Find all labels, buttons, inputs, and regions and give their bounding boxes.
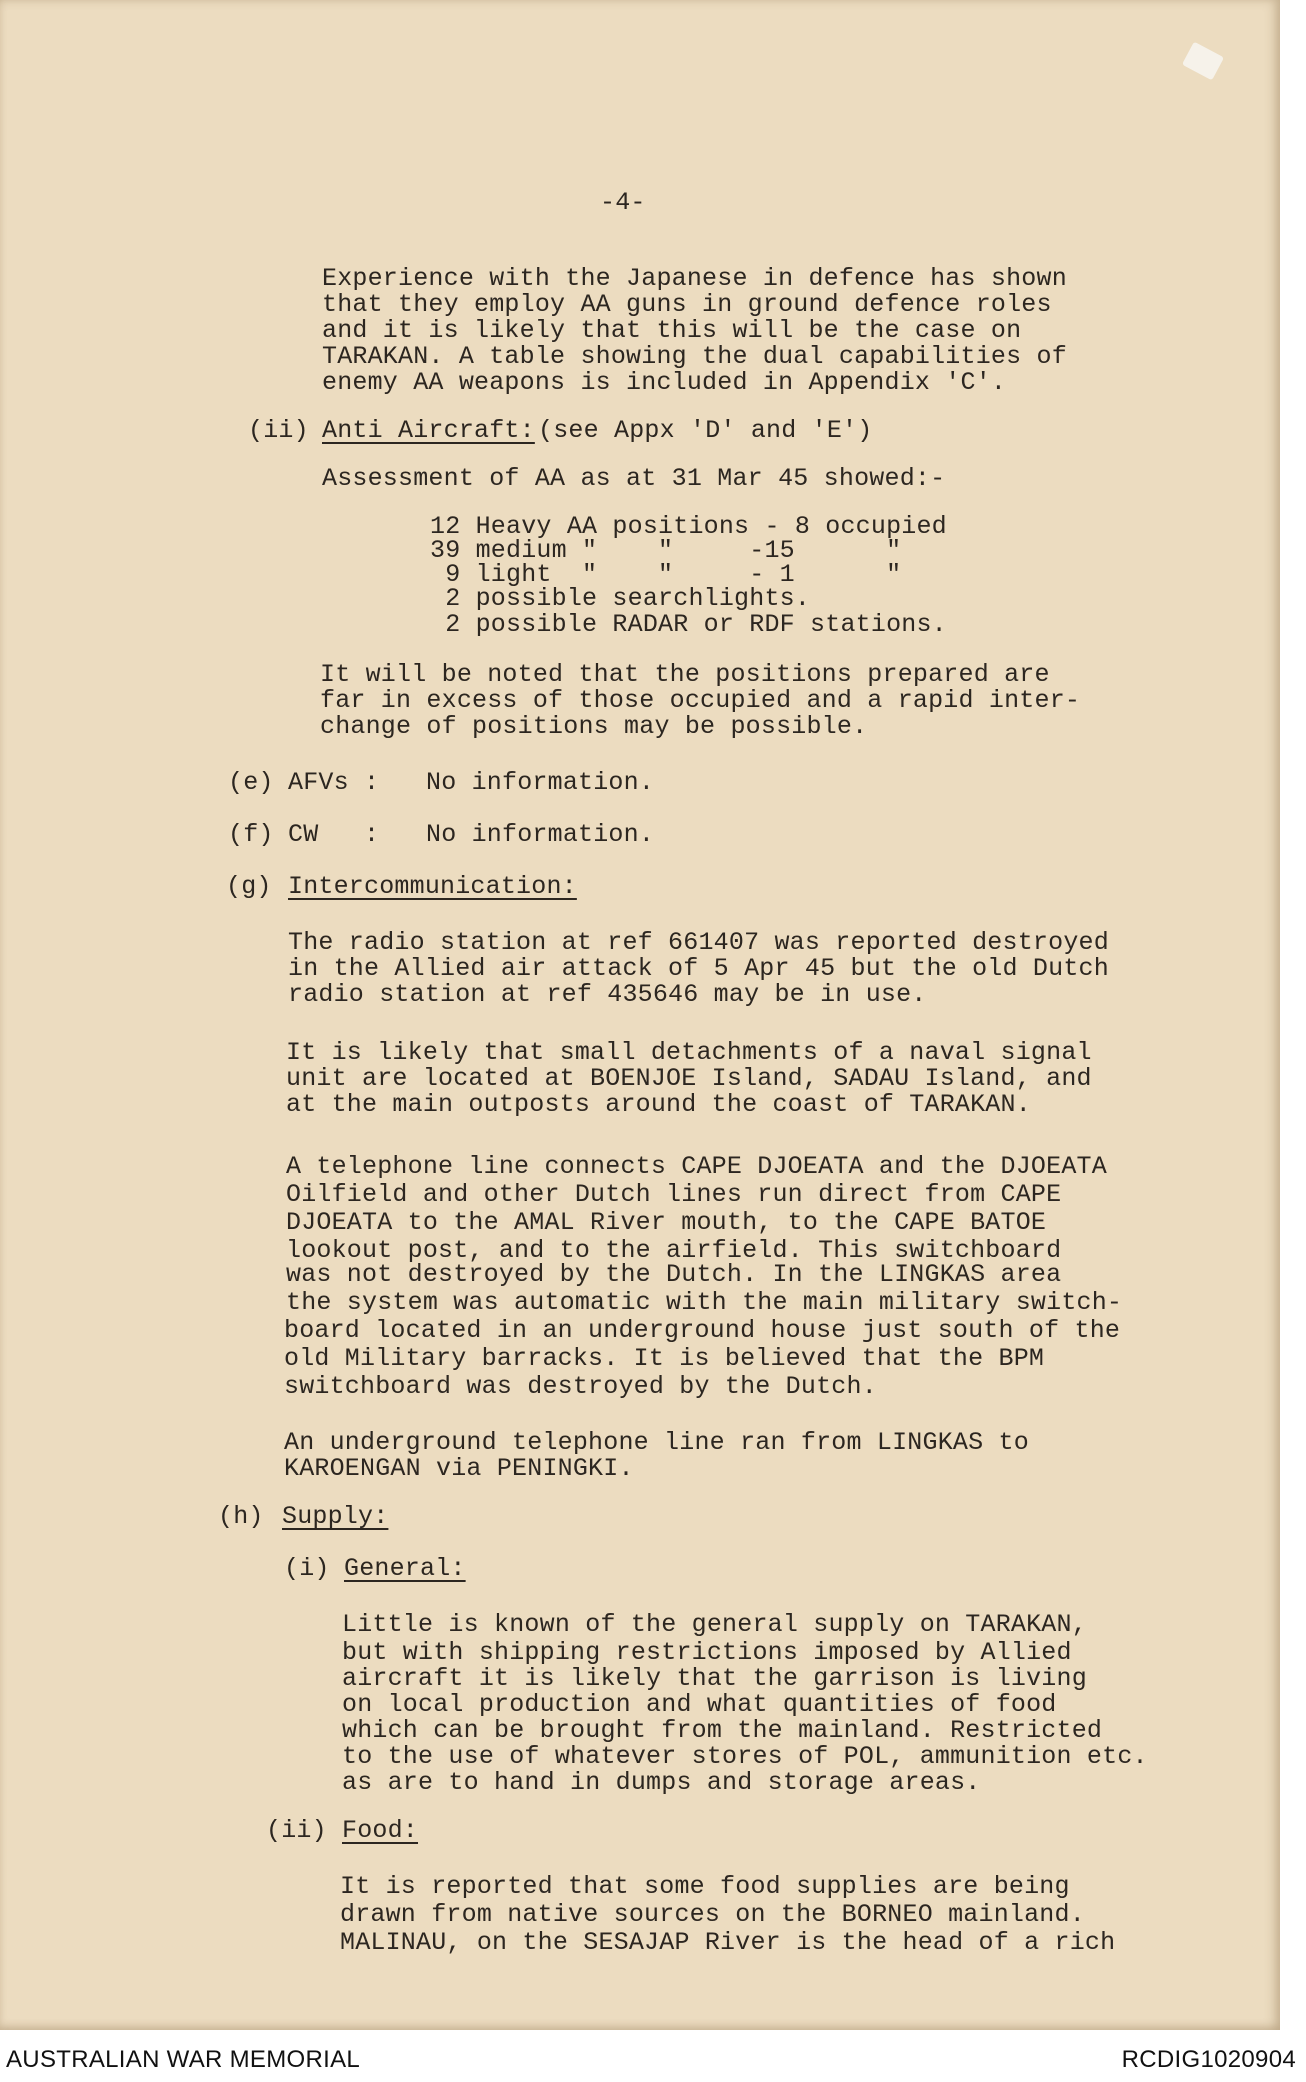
text-line: radio station at ref 435646 may be in use. bbox=[288, 980, 927, 1009]
afvs-value: No information. bbox=[426, 768, 655, 797]
text-line: on local production and what quantities of food bbox=[342, 1690, 1057, 1719]
assessment-line: Assessment of AA as at 31 Mar 45 showed:- bbox=[322, 464, 946, 493]
text-line: An underground telephone line ran from LINGKAS to bbox=[284, 1428, 1029, 1457]
aa-table-row: 39 medium " " -15 " bbox=[430, 536, 902, 565]
text-line: aircraft it is likely that the garrison is living bbox=[342, 1664, 1087, 1693]
text-line: drawn from native sources on the BORNEO mainland. bbox=[340, 1900, 1085, 1929]
subsection-marker: (i) bbox=[284, 1554, 330, 1583]
section-marker: (ii) bbox=[248, 416, 309, 445]
text-line: It is reported that some food supplies are being bbox=[340, 1872, 1070, 1901]
cw-marker: (f) bbox=[228, 820, 274, 849]
text-line: board located in an underground house just south of the bbox=[284, 1316, 1121, 1345]
text-line: The radio station at ref 661407 was reported destroyed bbox=[288, 928, 1109, 957]
text-line: DJOEATA to the AMAL River mouth, to the CAPE BATOE bbox=[286, 1208, 1047, 1237]
section-marker: (h) bbox=[218, 1502, 264, 1531]
text-line: MALINAU, on the SESAJAP River is the head of a rich bbox=[340, 1928, 1116, 1957]
text-line: A telephone line connects CAPE DJOEATA and the DJOEATA bbox=[286, 1152, 1107, 1181]
text-line: KAROENGAN via PENINGKI. bbox=[284, 1454, 634, 1483]
text-line: but with shipping restrictions imposed by Allied bbox=[342, 1638, 1072, 1667]
text-line: It will be noted that the positions prepared are bbox=[320, 660, 1050, 689]
aa-table-row: 2 possible RADAR or RDF stations. bbox=[430, 610, 947, 639]
cw-label: CW : bbox=[288, 820, 380, 849]
section-heading: Intercommunication: bbox=[288, 872, 577, 901]
aa-table-row: 9 light " " - 1 " bbox=[430, 560, 902, 589]
afvs-marker: (e) bbox=[228, 768, 274, 797]
subsection-heading: Food: bbox=[342, 1816, 419, 1845]
text-line: enemy AA weapons is included in Appendix 'C'. bbox=[322, 368, 1007, 397]
text-line: to the use of whatever stores of POL, ammunition etc. bbox=[342, 1742, 1148, 1771]
text-line: at the main outposts around the coast of TARAKAN. bbox=[286, 1090, 1031, 1119]
text-line: TARAKAN. A table showing the dual capabilities of bbox=[322, 342, 1067, 371]
text-line: switchboard was destroyed by the Dutch. bbox=[284, 1372, 877, 1401]
text-line: far in excess of those occupied and a rapid inter- bbox=[320, 686, 1081, 715]
subsection-marker: (ii) bbox=[266, 1816, 327, 1845]
text-line: unit are located at BOENJOE Island, SADAU Island, and bbox=[286, 1064, 1092, 1093]
aa-table-row: 12 Heavy AA positions - 8 occupied bbox=[430, 512, 947, 541]
section-heading: Supply: bbox=[282, 1502, 389, 1531]
section-heading: Anti Aircraft: bbox=[322, 416, 535, 445]
text-line: was not destroyed by the Dutch. In the LINGKAS area bbox=[286, 1260, 1062, 1289]
text-line: change of positions may be possible. bbox=[320, 712, 868, 741]
archive-reference: RCDIG1020904 bbox=[1121, 2046, 1296, 2073]
text-line: that they employ AA guns in ground defence roles bbox=[322, 290, 1052, 319]
text-line: which can be brought from the mainland. Restricted bbox=[342, 1716, 1103, 1745]
text-line: lookout post, and to the airfield. This switchboard bbox=[286, 1236, 1062, 1265]
text-line: in the Allied air attack of 5 Apr 45 but the old Dutch bbox=[288, 954, 1109, 983]
cw-value: No information. bbox=[426, 820, 655, 849]
page-number: -4- bbox=[600, 188, 646, 217]
text-line: old Military barracks. It is believed that the BPM bbox=[284, 1344, 1045, 1373]
text-line: It is likely that small detachments of a naval signal bbox=[286, 1038, 1092, 1067]
heading-note: (see Appx 'D' and 'E') bbox=[538, 416, 873, 445]
afvs-label: AFVs : bbox=[288, 768, 380, 797]
text-line: Experience with the Japanese in defence has shown bbox=[322, 264, 1067, 293]
text-line: the system was automatic with the main military switch- bbox=[286, 1288, 1123, 1317]
section-marker: (g) bbox=[226, 872, 272, 901]
subsection-heading: General: bbox=[344, 1554, 466, 1583]
aa-table-row: 2 possible searchlights. bbox=[430, 584, 811, 613]
archive-credit: AUSTRALIAN WAR MEMORIAL bbox=[6, 2046, 361, 2073]
text-line: Oilfield and other Dutch lines run direct from CAPE bbox=[286, 1180, 1062, 1209]
text-line: and it is likely that this will be the case on bbox=[322, 316, 1022, 345]
text-line: as are to hand in dumps and storage areas. bbox=[342, 1768, 981, 1797]
text-line: Little is known of the general supply on TARAKAN, bbox=[342, 1610, 1087, 1639]
